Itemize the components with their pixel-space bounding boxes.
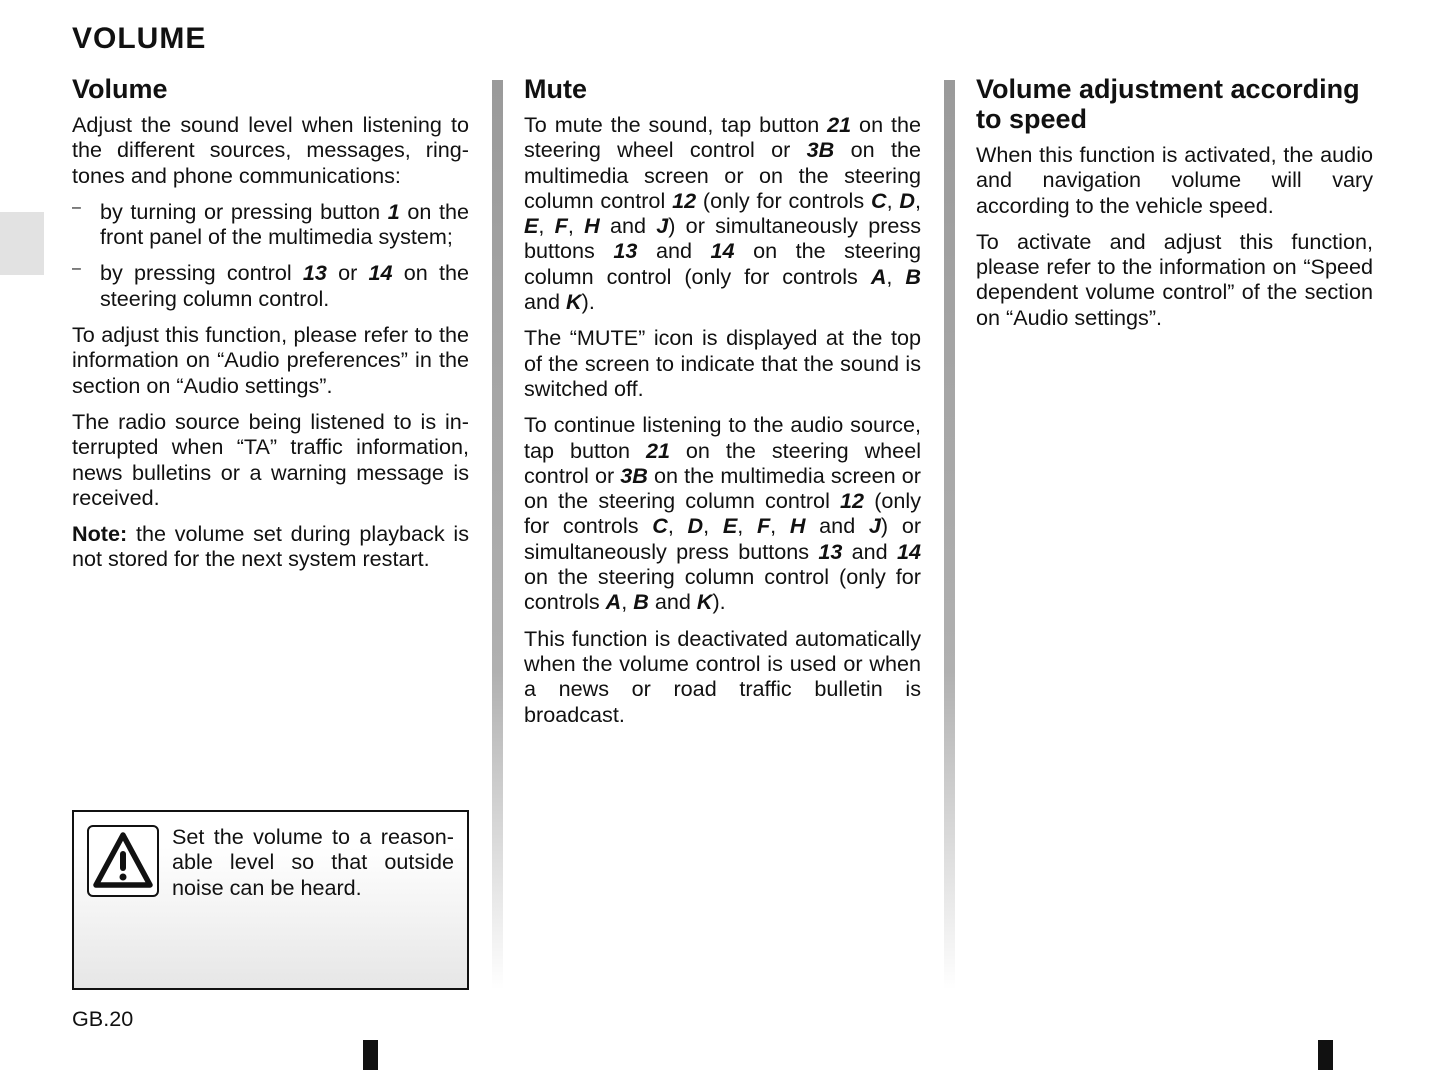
emphasized-reference: 14: [710, 238, 735, 264]
emphasized-reference: F: [554, 213, 568, 239]
warning-triangle-icon: [87, 825, 159, 897]
text-run: on the steering column control (only for controls: [524, 238, 922, 289]
list-item-text: [100, 260, 469, 311]
emphasized-reference: C: [870, 187, 887, 213]
list-item-text: [100, 199, 469, 250]
list-item: [72, 199, 469, 261]
paragraph: [524, 112, 921, 314]
emphasized-reference: 13: [302, 260, 327, 286]
text-run: on the multimedia screen or on the steering column control: [524, 462, 922, 514]
text-run: To mute the sound, tap button: [524, 112, 828, 137]
warning-text: Set the volume to a reasonable level so that outside noise can be heard.: [172, 824, 454, 900]
text-run: (only for controls: [696, 187, 871, 213]
emphasized-reference: H: [789, 513, 806, 539]
emphasized-reference: 14: [896, 538, 921, 564]
dash-bullet: –: [72, 260, 81, 278]
text-run: ).: [712, 589, 726, 615]
text-run: To adjust this function, please refer to the information on “Audio preferences” in the section on “Audio settings”.: [72, 322, 469, 398]
section-heading: Volume adjustment according to speed: [976, 74, 1360, 134]
emphasized-reference: E: [524, 213, 539, 239]
text-run: ).: [581, 289, 595, 315]
crop-mark: [363, 1040, 378, 1070]
emphasized-reference: 21: [645, 437, 670, 463]
text-run: ,: [621, 589, 634, 615]
text-run: ,: [667, 513, 688, 539]
text-run: ,: [915, 187, 921, 213]
text-run: ,: [703, 513, 723, 539]
emphasized-reference: B: [633, 589, 649, 615]
paragraph: [976, 142, 1373, 218]
column-divider: [944, 80, 955, 990]
paragraph: [524, 412, 921, 614]
emphasized-reference: J: [868, 513, 881, 539]
emphasized-reference: H: [584, 213, 600, 239]
text-run: by pressing control: [100, 260, 303, 286]
emphasized-reference: 12: [840, 488, 865, 514]
emphasized-reference: Note:: [72, 521, 128, 547]
emphasized-reference: A: [870, 263, 887, 289]
text-run: on the steering wheel control or: [524, 112, 921, 163]
mute-column: [524, 74, 921, 738]
paragraph: [524, 626, 921, 727]
note-paragraph: [72, 521, 469, 572]
emphasized-reference: A: [605, 589, 622, 615]
emphasized-reference: D: [687, 513, 704, 539]
text-run: by turning or pressing button: [100, 198, 388, 224]
text-run: and: [524, 289, 567, 315]
text-run: ,: [770, 513, 790, 539]
emphasized-reference: 1: [387, 198, 400, 224]
text-run: and: [842, 538, 897, 564]
text-run: ,: [886, 263, 906, 289]
text-run: and: [805, 513, 869, 539]
dash-bullet: –: [72, 198, 81, 216]
emphasized-reference: 21: [827, 112, 852, 137]
text-run: ) or simultaneously press buttons: [524, 213, 921, 264]
volume-column: [72, 74, 469, 583]
section-tab: [0, 212, 44, 275]
emphasized-reference: 3B: [806, 137, 835, 163]
emphasized-reference: K: [696, 589, 713, 615]
paragraph: [72, 409, 469, 510]
text-run: on the front panel of the multimedia system;: [100, 198, 470, 250]
text-run: on the multimedia screen or on the steering column control: [524, 137, 921, 213]
list-item: [72, 260, 469, 322]
emphasized-reference: 12: [672, 187, 697, 213]
text-run: Adjust the sound level when listening to the different sources, messages, ringtones and phone communications:: [72, 112, 469, 188]
speed-volume-column: [976, 74, 1373, 341]
text-run: ,: [737, 513, 757, 539]
emphasized-reference: E: [722, 513, 738, 539]
emphasized-reference: F: [756, 513, 771, 539]
emphasized-reference: C: [652, 513, 668, 539]
section-heading: Mute: [524, 74, 587, 104]
emphasized-reference: K: [566, 289, 582, 315]
text-run: (only for controls: [524, 488, 921, 539]
text-run: ,: [567, 213, 585, 239]
text-run: The radio source being listened to is interrupted when “TA” traffic information, news bulletins or a warning message is received.: [72, 408, 469, 510]
text-run: on the steering column control.: [100, 260, 469, 311]
text-run: When this function is activated, the audio and navigation volume will vary according to the vehicle speed.: [976, 142, 1373, 218]
paragraph: [72, 112, 469, 188]
text-run: or: [326, 260, 369, 286]
text-run: The “MUTE” icon is displayed at the top of the screen to indicate that the sound is switched off.: [524, 325, 921, 401]
text-run: on the steering column control (only for controls: [524, 564, 921, 615]
page-number: GB.20: [72, 1006, 134, 1031]
text-run: on the steering wheel control or: [524, 437, 921, 488]
emphasized-reference: D: [899, 187, 915, 213]
crop-mark: [1318, 1040, 1333, 1070]
paragraph: [524, 325, 921, 401]
text-run: and: [648, 589, 697, 615]
paragraph: [72, 322, 469, 398]
emphasized-reference: 3B: [620, 462, 648, 488]
warning-box: [72, 810, 469, 990]
text-run: and: [637, 238, 711, 264]
text-run: ,: [538, 213, 555, 239]
emphasized-reference: J: [656, 213, 669, 239]
text-run: ,: [886, 187, 900, 213]
text-run: This function is deactivated automatically when the volume control is used or when a news or road traffic bulletin is broadcast.: [524, 625, 921, 727]
page-title: VOLUME: [72, 22, 207, 55]
section-heading: Volume: [72, 74, 168, 104]
column-divider: [492, 80, 503, 990]
emphasized-reference: 13: [818, 538, 843, 564]
emphasized-reference: 14: [368, 260, 393, 286]
text-run: the volume set during playback is not stored for the next system restart.: [72, 521, 469, 572]
text-run: and: [599, 213, 657, 239]
paragraph: [976, 229, 1373, 330]
emphasized-reference: 13: [613, 238, 638, 264]
text-run: To continue listening to the audio source, tap button: [524, 412, 921, 463]
text-run: ) or simultaneously press buttons: [524, 513, 922, 564]
emphasized-reference: B: [905, 263, 921, 289]
text-run: To activate and adjust this function, please refer to the information on “Speed dependent volume control” of the section on “Audio settings”.: [976, 228, 1373, 330]
